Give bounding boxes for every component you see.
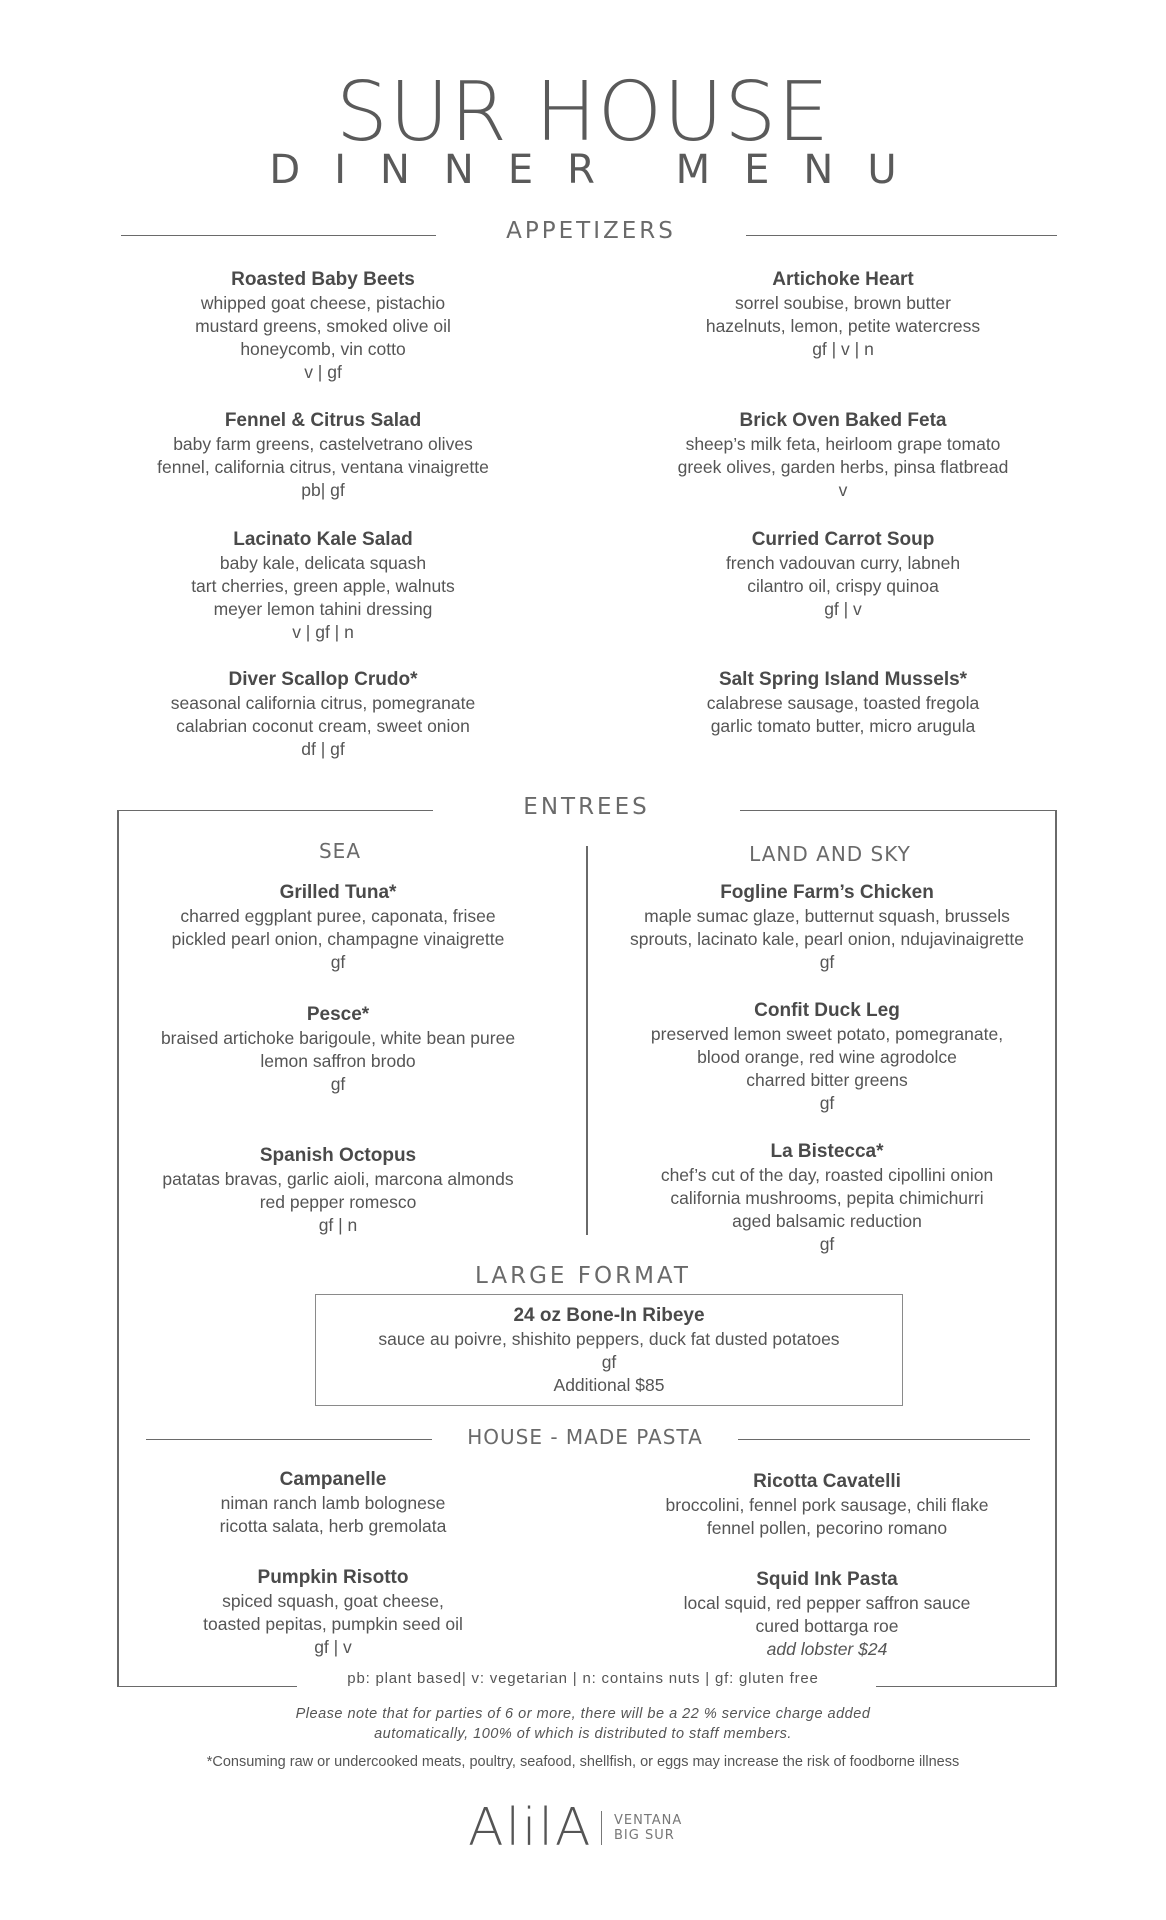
item-description: california mushrooms, pepita chimichurri: [670, 1188, 984, 1208]
frame-top-right: [740, 810, 1056, 811]
section-heading-entrees: ENTREES: [523, 794, 650, 820]
column-divider: [586, 846, 588, 1235]
item-description: spiced squash, goat cheese,: [222, 1591, 444, 1611]
frame-right: [1055, 810, 1057, 1687]
menu-item: [128, 881, 548, 974]
logo-separator: [601, 1811, 603, 1845]
item-name: Fennel & Citrus Salad: [224, 410, 422, 431]
dietary-tags: v | gf: [304, 362, 342, 382]
item-description: cilantro oil, crispy quinoa: [747, 576, 939, 596]
frame-top-left: [117, 810, 433, 811]
item-description: patatas bravas, garlic aioli, marcona almonds: [162, 1169, 514, 1189]
dietary-tags: v | gf | n: [292, 622, 354, 642]
item-description: greek olives, garden herbs, pinsa flatbread: [677, 457, 1009, 477]
item-name: Squid Ink Pasta: [756, 1569, 898, 1590]
note-line: automatically, 100% of which is distributed to staff members.: [374, 1726, 792, 1742]
item-addon: add lobster $24: [766, 1639, 888, 1659]
dietary-tags: gf: [819, 1093, 835, 1113]
dietary-tags: gf: [330, 952, 346, 972]
item-price: Additional $85: [553, 1375, 665, 1395]
menu-item: [320, 1304, 898, 1397]
menu-item: [628, 409, 1058, 502]
logo-sub-line: VENTANA: [614, 1813, 683, 1828]
dietary-tags: gf | v | n: [812, 339, 874, 359]
item-description: honeycomb, vin cotto: [240, 339, 406, 359]
dietary-tags: pb| gf: [301, 480, 345, 500]
subheading-sea: SEA: [318, 839, 361, 863]
dietary-tags: gf: [819, 1234, 835, 1254]
frame-left: [117, 810, 119, 1687]
menu-item: [108, 268, 538, 384]
item-name: Salt Spring Island Mussels*: [718, 669, 968, 690]
menu-item: [628, 528, 1058, 621]
item-description: sprouts, lacinato kale, pearl onion, ndujavinaigrette: [630, 929, 1024, 949]
dietary-tags: gf: [330, 1074, 346, 1094]
menu-item: [128, 1144, 548, 1237]
dietary-tags: df | gf: [301, 739, 345, 759]
section-heading-large-format: LARGE FORMAT: [475, 1263, 691, 1289]
menu-title: SUR HOUSE: [335, 65, 831, 160]
dietary-tags: gf: [819, 952, 835, 972]
item-description: chef’s cut of the day, roasted cipollini onion: [660, 1165, 994, 1185]
item-description: tart cherries, green apple, walnuts: [191, 576, 455, 596]
item-name: Brick Oven Baked Feta: [739, 410, 947, 431]
menu-item: [118, 1566, 548, 1659]
dietary-tags: v: [838, 480, 848, 500]
item-name: Campanelle: [279, 1469, 387, 1490]
item-description: niman ranch lamb bolognese: [220, 1493, 446, 1513]
item-description: baby kale, delicata squash: [219, 553, 427, 573]
item-description: sauce au poivre, shishito peppers, duck fat dusted potatoes: [378, 1329, 840, 1349]
divider: [121, 235, 436, 236]
item-description: broccolini, fennel pork sausage, chili flake: [665, 1495, 989, 1515]
subheading-land-and-sky: LAND AND SKY: [749, 842, 911, 866]
logo-sub-line: BIG SUR: [614, 1828, 675, 1843]
item-name: 24 oz Bone-In Ribeye: [513, 1305, 705, 1326]
item-name: La Bistecca*: [770, 1141, 884, 1162]
dietary-tags: gf | n: [318, 1215, 358, 1235]
item-description: seasonal california citrus, pomegranate: [170, 693, 476, 713]
item-description: pickled pearl onion, champagne vinaigrette: [171, 929, 505, 949]
consumption-warning: *Consuming raw or undercooked meats, poultry, seafood, shellfish, or eggs may increase the risk of foodborne illness: [206, 1754, 960, 1770]
item-description: fennel pollen, pecorino romano: [706, 1518, 948, 1538]
divider: [738, 1439, 1030, 1440]
menu-item: [108, 668, 538, 761]
section-heading-pasta: HOUSE - MADE PASTA: [467, 1425, 703, 1449]
menu-item: [600, 999, 1054, 1115]
item-description: charred bitter greens: [746, 1070, 908, 1090]
item-description: meyer lemon tahini dressing: [213, 599, 433, 619]
dietary-tags: gf | v: [314, 1637, 352, 1657]
item-description: baby farm greens, castelvetrano olives: [173, 434, 473, 454]
item-description: toasted pepitas, pumpkin seed oil: [203, 1614, 463, 1634]
item-description: calabrian coconut cream, sweet onion: [176, 716, 470, 736]
item-description: sorrel soubise, brown butter: [735, 293, 951, 313]
item-description: mustard greens, smoked olive oil: [195, 316, 451, 336]
logo-wordmark: AlilA: [468, 1798, 593, 1858]
item-name: Artichoke Heart: [772, 269, 914, 290]
menu-item: [600, 1470, 1054, 1540]
item-name: Diver Scallop Crudo*: [228, 669, 418, 690]
item-description: fennel, california citrus, ventana vinaigrette: [157, 457, 489, 477]
logo-subtitle: [614, 1813, 682, 1843]
item-description: sheep’s milk feta, heirloom grape tomato: [685, 434, 1001, 454]
item-description: french vadouvan curry, labneh: [725, 553, 961, 573]
item-description: braised artichoke barigoule, white bean puree: [160, 1028, 516, 1048]
item-name: Grilled Tuna*: [279, 882, 397, 903]
item-description: ricotta salata, herb gremolata: [219, 1516, 447, 1536]
item-description: cured bottarga roe: [755, 1616, 899, 1636]
item-description: blood orange, red wine agrodolce: [697, 1047, 957, 1067]
dietary-legend: pb: plant based| v: vegetarian | n: contains nuts | gf: gluten free: [347, 1670, 819, 1687]
menu-item: [600, 1568, 1054, 1661]
item-name: Lacinato Kale Salad: [233, 529, 413, 550]
menu-item: [118, 1468, 548, 1538]
section-heading-appetizers: APPETIZERS: [506, 218, 676, 244]
menu-item: [628, 268, 1058, 361]
menu-item: [128, 1003, 548, 1096]
menu-item: [600, 881, 1054, 974]
item-description: calabrese sausage, toasted fregola: [706, 693, 980, 713]
menu-item: [108, 528, 538, 644]
dietary-tags: gf | v: [824, 599, 862, 619]
item-description: charred eggplant puree, caponata, frisee: [180, 906, 496, 926]
item-name: Ricotta Cavatelli: [753, 1471, 901, 1492]
service-charge-note: [0, 1704, 1166, 1744]
item-name: Fogline Farm’s Chicken: [720, 882, 934, 903]
item-name: Curried Carrot Soup: [751, 529, 935, 550]
item-name: Confit Duck Leg: [754, 1000, 900, 1021]
item-description: red pepper romesco: [259, 1192, 417, 1212]
item-name: Pumpkin Risotto: [257, 1567, 409, 1588]
note-line: Please note that for parties of 6 or more, there will be a 22 % service charge added: [295, 1706, 871, 1722]
divider: [746, 235, 1057, 236]
item-description: maple sumac glaze, butternut squash, brussels: [644, 906, 1010, 926]
menu-item: [628, 668, 1058, 738]
menu-item: [600, 1140, 1054, 1256]
item-description: aged balsamic reduction: [732, 1211, 922, 1231]
item-description: whipped goat cheese, pistachio: [200, 293, 446, 313]
item-description: preserved lemon sweet potato, pomegranate,: [650, 1024, 1004, 1044]
item-description: hazelnuts, lemon, petite watercress: [705, 316, 981, 336]
item-description: lemon saffron brodo: [260, 1051, 416, 1071]
item-name: Pesce*: [306, 1004, 370, 1025]
item-name: Roasted Baby Beets: [231, 269, 415, 290]
menu-subtitle: DINNER MENU: [269, 147, 931, 193]
alila-logo: [468, 1798, 682, 1858]
dietary-tags: gf: [601, 1352, 617, 1372]
item-description: garlic tomato butter, micro arugula: [710, 716, 976, 736]
item-name: Spanish Octopus: [259, 1145, 417, 1166]
divider: [146, 1439, 432, 1440]
menu-item: [108, 409, 538, 502]
item-description: local squid, red pepper saffron sauce: [683, 1593, 971, 1613]
